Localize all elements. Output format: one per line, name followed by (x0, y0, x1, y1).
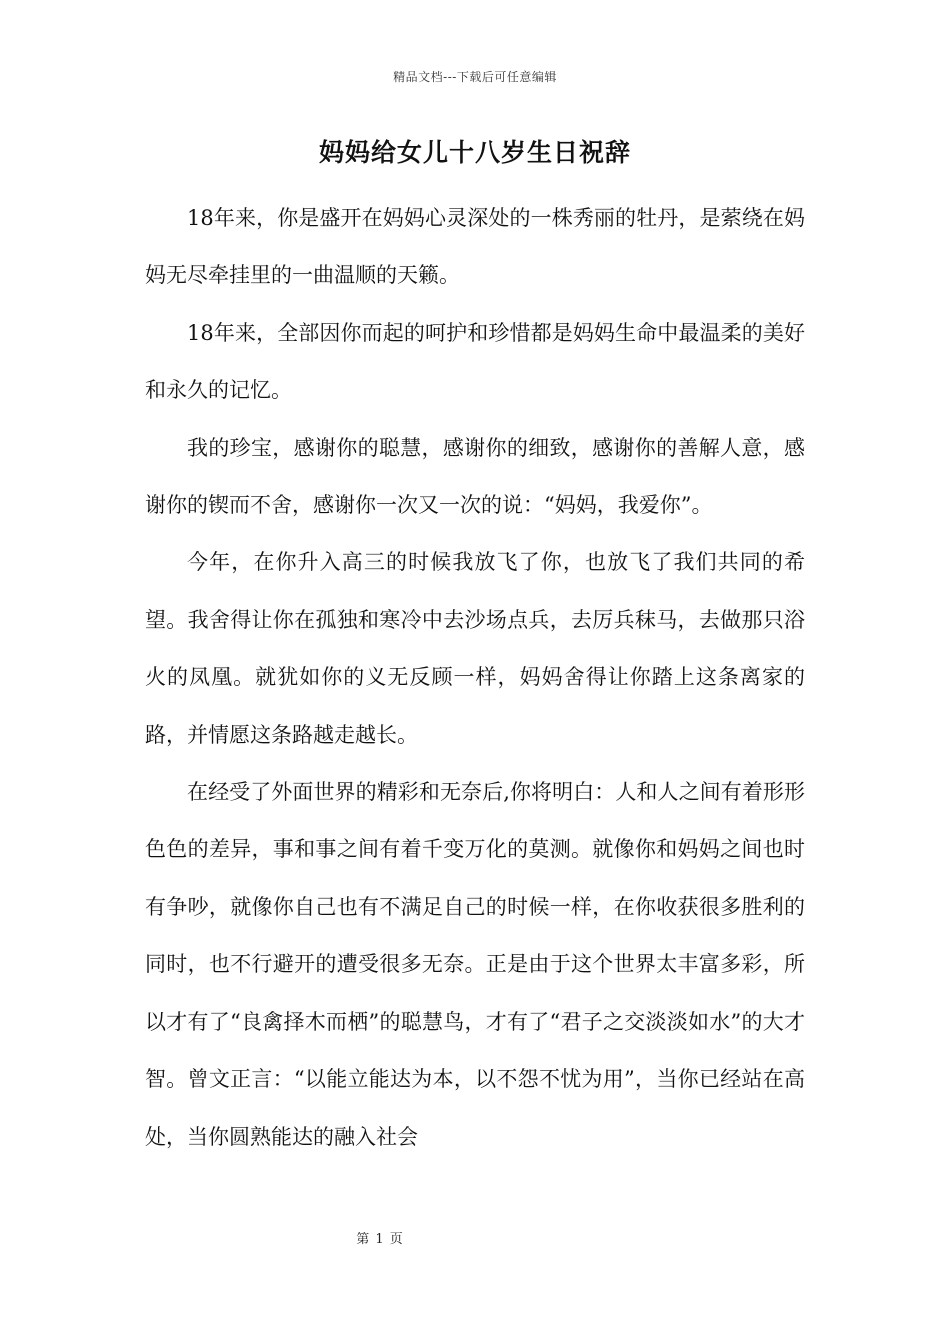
paragraph: 今年，在你升入高三的时候我放飞了你，也放飞了我们共同的希望。我舍得让你在孤独和寒冷中去沙场点兵，去厉兵秣马，去做那只浴火的凤凰。就犹如你的义无反顾一样，妈妈舍得让你踏上这条离家的路，并情愿这条路越走越长。 (145, 550, 805, 747)
page-number: 第 1 页 (356, 1232, 404, 1247)
document-title: 妈妈给女儿十八岁生日祝辞 (318, 138, 631, 167)
paragraph: 18年来，你是盛开在妈妈心灵深处的一株秀丽的牡丹，是萦绕在妈妈无尽牵挂里的一曲温顺的天籁。 (145, 206, 805, 288)
paragraph: 我的珍宝，感谢你的聪慧，感谢你的细致，感谢你的善解人意，感谢你的锲而不舍，感谢你一次又一次的说：“妈妈，我爱你”。 (145, 435, 805, 518)
paragraph: 在经受了外面世界的精彩和无奈后,你将明白：人和人之间有着形形色色的差异，事和事之间有着千变万化的莫测。就像你和妈妈之间也时有争吵，就像你自己也有不满足自己的时候一样，在你收获很多胜利的同时，也不行避开的遭受很多无奈。正是由于这个世界太丰富多彩，所以才有了“良禽择木而栖”的聪慧鸟，才有了“君子之交淡淡如水”的大才智。曾文正言：“以能立能达为本，以不怨不忧为用”，当你已经站在高处，当你圆熟能达的融入社会 (145, 780, 805, 1149)
paragraph: 18年来，全部因你而起的呵护和珍惜都是妈妈生命中最温柔的美好和永久的记忆。 (145, 320, 805, 403)
document-body (145, 190, 805, 1166)
page-header: 精品文档---下载后可任意编辑 (393, 70, 557, 84)
